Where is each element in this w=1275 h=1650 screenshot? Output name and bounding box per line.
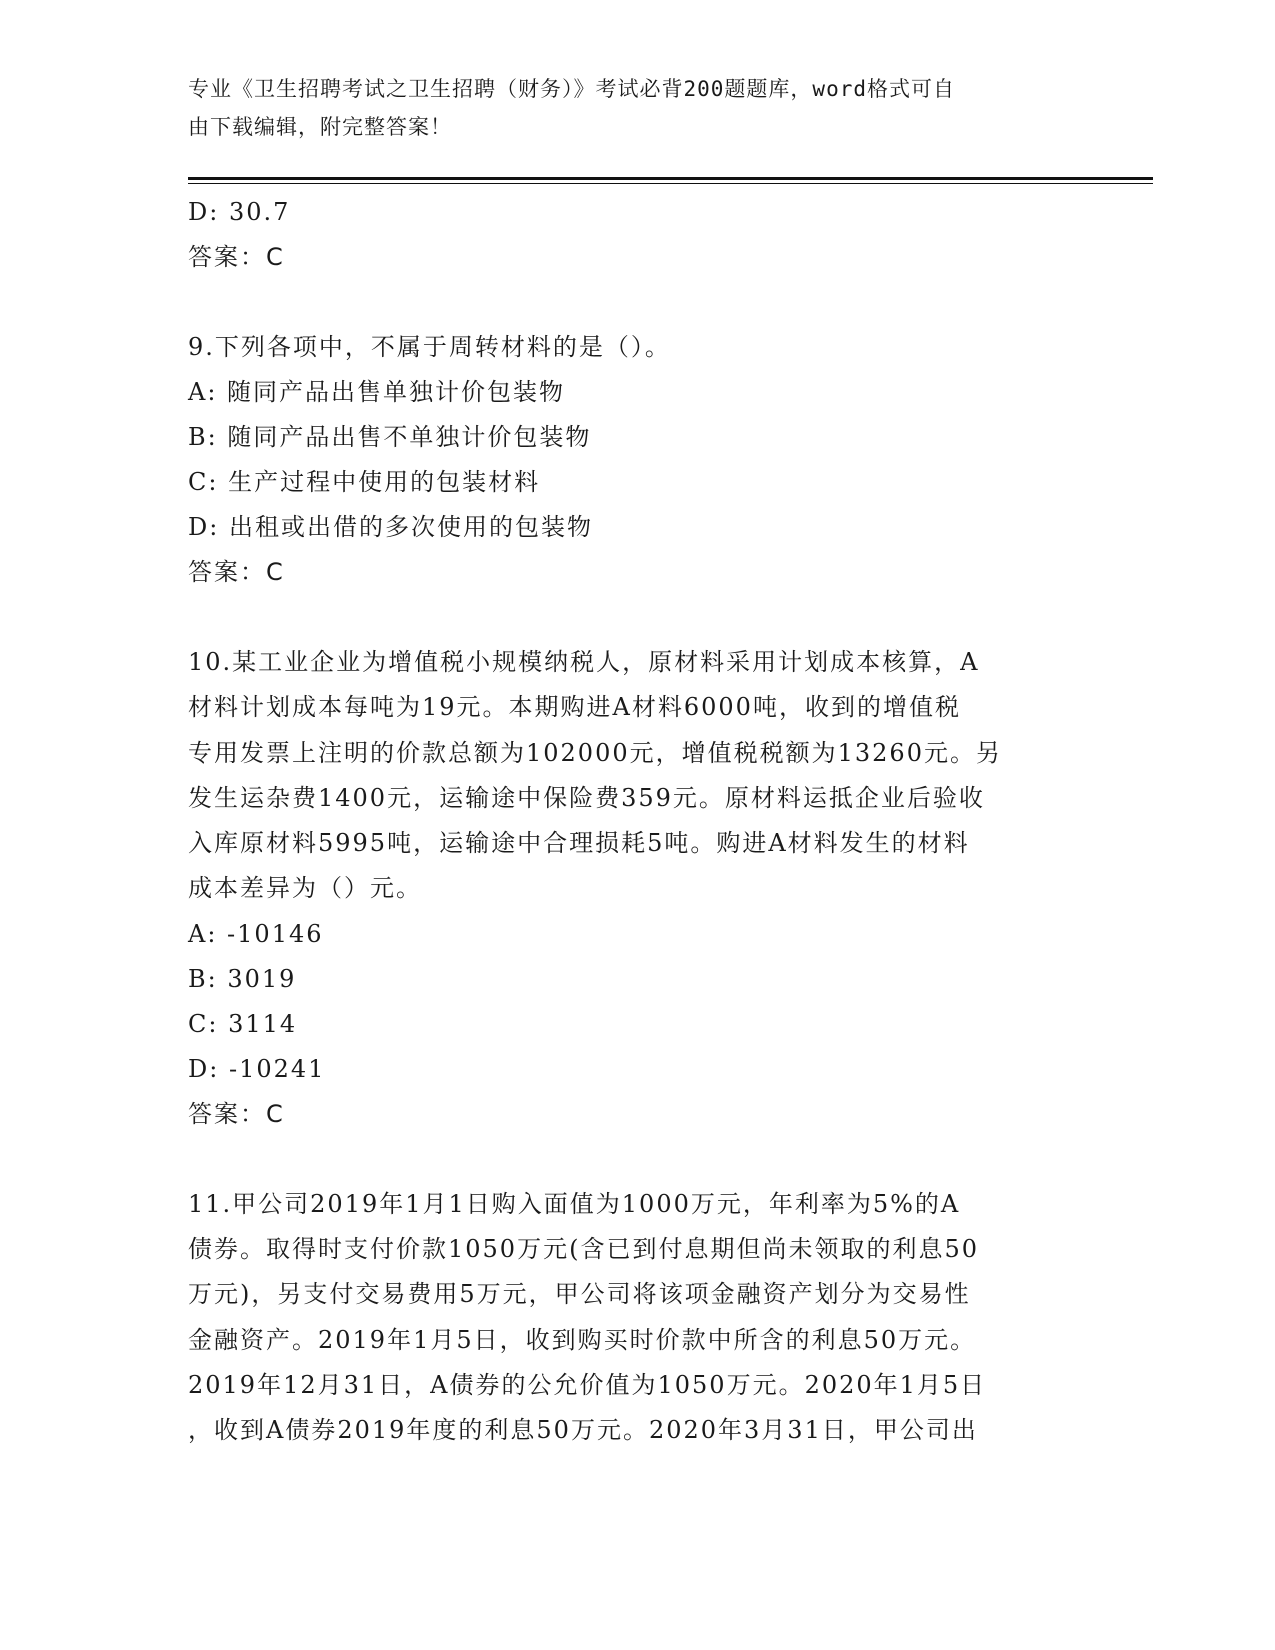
question-9 (188, 325, 1078, 595)
q10-option-a: A: -10146 (188, 919, 324, 948)
header-divider-thick (188, 177, 1153, 180)
question-10 (188, 640, 1078, 1137)
q10-option-b: B: 3019 (188, 964, 297, 993)
q11-stem-line: ，收到A债券2019年度的利息50万元。2020年3月31日，甲公司出 (188, 1416, 978, 1445)
q11-stem-line: 2019年12月31日，A债券的公允价值为1050万元。2020年1月5日 (188, 1370, 987, 1399)
header-title-line-2: 由下载编辑，附完整答案！ (188, 115, 452, 139)
document-body (188, 190, 1078, 1454)
q10-option-c: C: 3114 (188, 1009, 298, 1038)
prev-answer: 答案：C (188, 243, 285, 271)
q10-answer: 答案：C (188, 1099, 285, 1128)
q10-stem-line: 发生运杂费1400元，运输途中保险费359元。原材料运抵企业后验收 (188, 783, 985, 812)
q11-stem-line: 11.甲公司2019年1月1日购入面值为1000万元，年利率为5%的A (188, 1189, 961, 1218)
q10-stem-line: 入库原材料5995吨，运输途中合理损耗5吨。购进A材料发生的材料 (188, 829, 970, 858)
q9-answer: 答案：C (188, 558, 285, 586)
q9-option-b: B: 随同产品出售不单独计价包装物 (188, 423, 592, 451)
q9-option-d: D: 出租或出借的多次使用的包装物 (188, 513, 593, 541)
question-11 (188, 1182, 1078, 1454)
q11-stem-line: 金融资产。2019年1月5日，收到购买时价款中所含的利息50万元。 (188, 1325, 977, 1354)
q11-stem-line: 债券。取得时支付价款1050万元(含已到付息期但尚未领取的利息50 (188, 1235, 979, 1264)
header-divider-thin (188, 183, 1153, 184)
q9-stem: 9.下列各项中，不属于周转材料的是（）。 (188, 333, 671, 361)
q10-stem-line: 材料计划成本每吨为19元。本期购进A材料6000吨，收到的增值税 (188, 693, 961, 722)
header-title-line-1: 专业《卫生招聘考试之卫生招聘（财务）》考试必背200题题库，word格式可自 (188, 77, 955, 101)
document-header (188, 70, 1068, 146)
prev-option-d: D: 30.7 (188, 198, 291, 226)
q9-option-c: C: 生产过程中使用的包装材料 (188, 468, 541, 496)
q10-option-d: D: -10241 (188, 1054, 326, 1083)
q10-stem-line: 成本差异为（）元。 (188, 874, 422, 903)
q11-stem-line: 万元)，另支付交易费用5万元，甲公司将该项金融资产划分为交易性 (188, 1280, 971, 1309)
q10-stem-line: 10.某工业企业为增值税小规模纳税人，原材料采用计划成本核算，A (188, 648, 980, 676)
q10-stem-line: 专用发票上注明的价款总额为102000元，增值税税额为13260元。另 (188, 738, 1002, 767)
prev-question (188, 190, 1078, 280)
q9-option-a: A: 随同产品出售单独计价包装物 (188, 378, 566, 406)
